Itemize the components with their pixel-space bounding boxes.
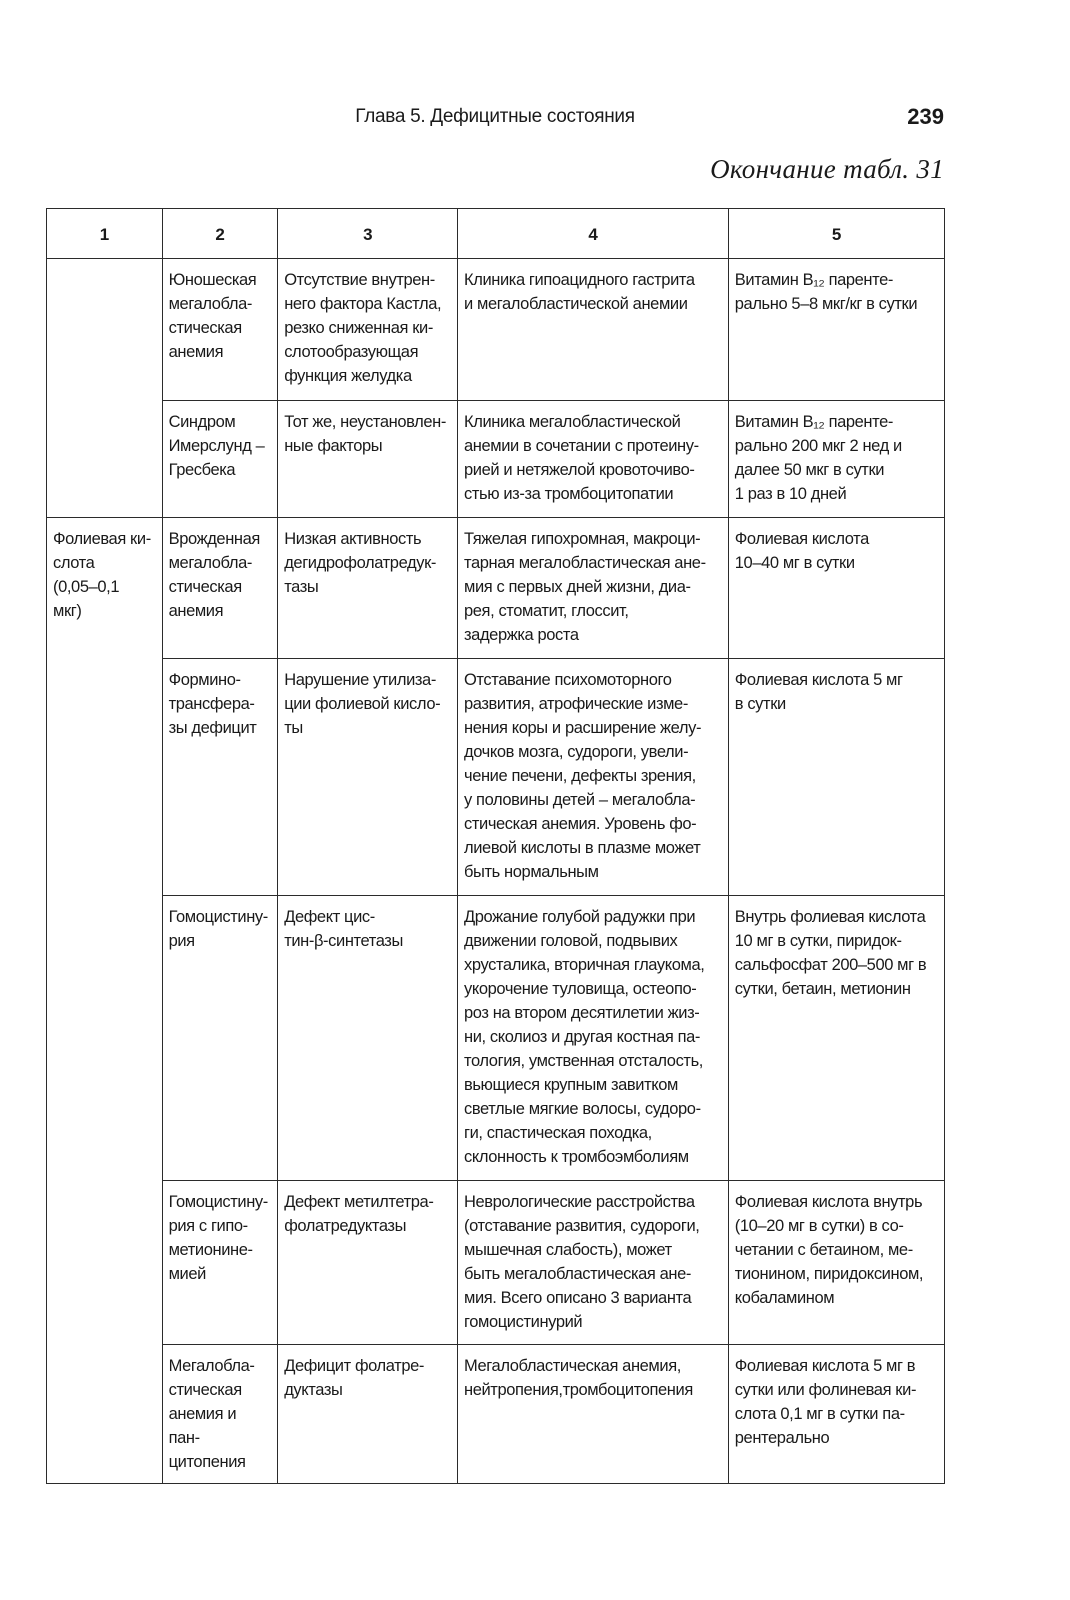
clinic-cell: Клиника мегалобластической анемии в сочетании с протеину- рией и нетяжелой кровоточиво- стью из-за тромбоцитопатии — [458, 401, 729, 518]
clinic-cell: Мегалобластическая анемия, нейтропения,тромбоцитопения — [458, 1345, 729, 1484]
treatment-cell: Витамин B₁₂ паренте- рально 5–8 мкг/кг в сутки — [728, 259, 944, 401]
column-header: 1 — [47, 209, 163, 259]
cofactor-cell: Фолиевая ки- слота (0,05–0,1 мкг) — [47, 518, 163, 1484]
cause-cell: Дефицит фолатре- дуктазы — [278, 1345, 458, 1484]
header-row — [47, 209, 945, 259]
chapter-title: Глава 5. Дефицитные состояния — [355, 106, 635, 127]
data-table — [46, 208, 945, 1484]
treatment-cell: Витамин B₁₂ паренте- рально 200 мкг 2 нед и далее 50 мкг в сутки 1 раз в 10 дней — [728, 401, 944, 518]
cause-cell: Дефект цис- тин-β-синтетазы — [278, 896, 458, 1181]
table-row — [47, 1345, 945, 1484]
treatment-cell: Фолиевая кислота 5 мг в сутки или фолиневая ки- слота 0,1 мг в сутки па- рентерально — [728, 1345, 944, 1484]
cause-cell: Тот же, неустановлен- ные факторы — [278, 401, 458, 518]
treatment-cell: Фолиевая кислота 10–40 мг в сутки — [728, 518, 944, 659]
disease-cell: Мегалобла- стическая анемия и пан- цитопения — [162, 1345, 278, 1484]
cause-cell: Дефект метилтетра- фолатредуктазы — [278, 1181, 458, 1345]
clinic-cell: Тяжелая гипохромная, макроци- тарная мегалобластическая ане- мия с первых дней жизни, диа- рея, стоматит, глоссит, задержка роста — [458, 518, 729, 659]
treatment-cell: Внутрь фолиевая кислота 10 мг в сутки, пиридок- сальфосфат 200–500 мг в сутки, бетаин, метионин — [728, 896, 944, 1181]
column-header: 2 — [162, 209, 278, 259]
disease-cell: Юношеская мегалобла- стическая анемия — [162, 259, 278, 401]
column-header: 5 — [728, 209, 944, 259]
column-header: 4 — [458, 209, 729, 259]
disease-cell: Врожденная мегалобла- стическая анемия — [162, 518, 278, 659]
table-row — [47, 401, 945, 518]
clinic-cell: Клиника гипоацидного гастрита и мегалобластической анемии — [458, 259, 729, 401]
table-row — [47, 896, 945, 1181]
table-row — [47, 259, 945, 401]
clinic-cell: Отставание психомоторного развития, атрофические изме- нения коры и расширение желу- дочков мозга, судороги, увели- чение печени, дефекты зрения, у половины детей – мегалобла- стическая анемия. Уровень фо- лиевой кислоты в плазме может быть нормальным — [458, 659, 729, 896]
treatment-cell: Фолиевая кислота внутрь (10–20 мг в сутки) в со- четании с бетаином, ме- тионином, пиридоксином, кобаламином — [728, 1181, 944, 1345]
treatment-cell: Фолиевая кислота 5 мг в сутки — [728, 659, 944, 896]
page-number: 239 — [907, 104, 944, 129]
disease-cell: Гомоцистину- рия — [162, 896, 278, 1181]
running-head — [46, 104, 944, 134]
disease-cell: Формино- трансфера- зы дефицит — [162, 659, 278, 896]
table-row — [47, 659, 945, 896]
table-row — [47, 1181, 945, 1345]
disease-cell: Гомоцистину- рия с гипо- метионине- мией — [162, 1181, 278, 1345]
disease-cell: Синдром Имерслунд – Гресбека — [162, 401, 278, 518]
cofactor-cell — [47, 259, 163, 518]
cause-cell: Отсутствие внутрен- него фактора Кастла, резко сниженная ки- слотообразующая функция желудка — [278, 259, 458, 401]
clinic-cell: Дрожание голубой радужки при движении головой, подвывих хрусталика, вторичная глаукома, укорочение туловища, остеопо- роз на втором десятилетии жиз- ни, сколиоз и другая костная па- тология, умственная отсталость, вьющиеся крупным завитком светлые мягкие волосы, судоро- ги, спастическая походка, склонность к тромбоэмболиям — [458, 896, 729, 1181]
clinic-cell: Неврологические расстройства (отставание развития, судороги, мышечная слабость), может быть мегалобластическая ане- мия. Всего описано 3 варианта гомоцистинурий — [458, 1181, 729, 1345]
table-row — [47, 518, 945, 659]
cause-cell: Нарушение утилиза- ции фолиевой кисло- ты — [278, 659, 458, 896]
table-caption: Окончание табл. 31 — [710, 154, 944, 184]
cause-cell: Низкая активность дегидрофолатредук- тазы — [278, 518, 458, 659]
column-header: 3 — [278, 209, 458, 259]
